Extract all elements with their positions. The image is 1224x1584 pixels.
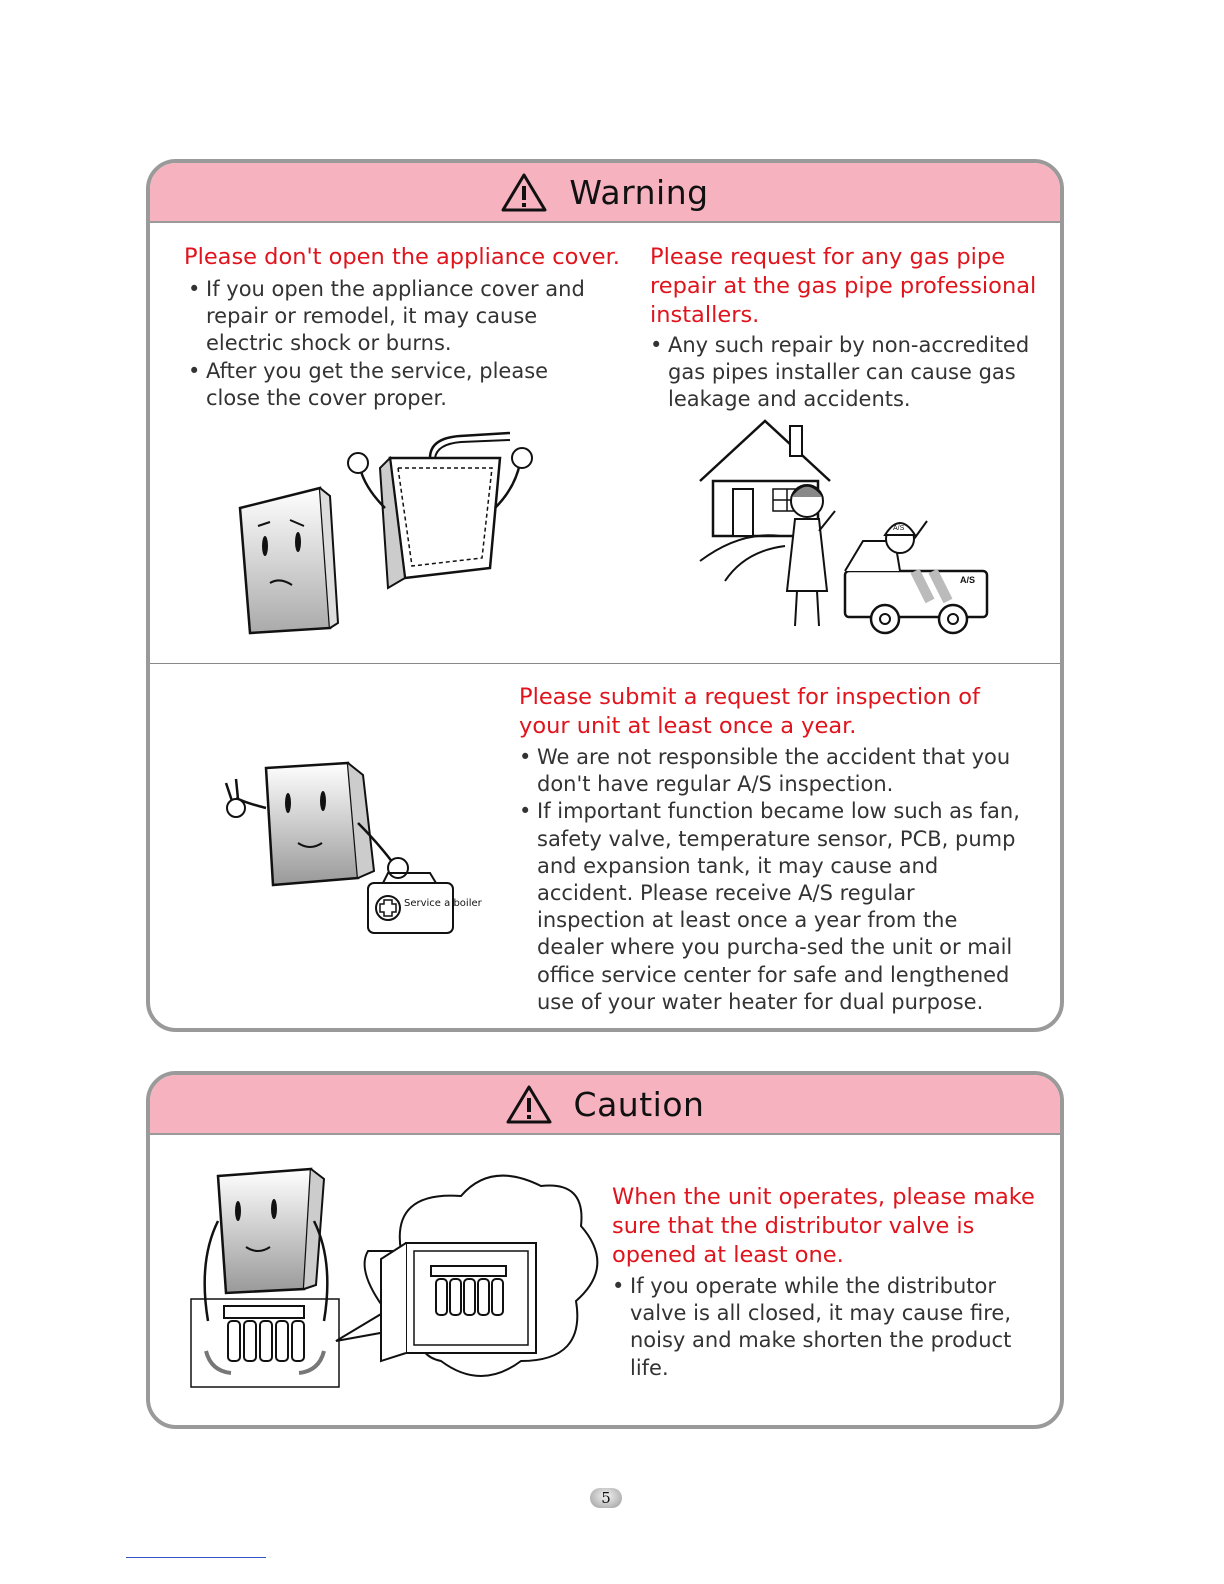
distributor-valve-section xyxy=(612,1183,1057,1382)
list-item: • We are not responsible the accident that you don't have regular A/S inspection. xyxy=(519,745,1011,797)
section-divider xyxy=(150,663,1060,664)
caution-panel xyxy=(146,1071,1064,1429)
list-item: • If you open the appliance cover and repair or remodel, it may cause electric shock or burns. xyxy=(188,277,585,356)
toolbox-label: Service a boiler xyxy=(404,898,482,909)
list-item: • If important function became low such as fan, safety valve, temperature sensor, PCB, pump and expansion tank, it may cause and accident. Please receive A/S regular inspection at least once a year from the dealer where you purcha-sed the unit or mail office service center for safe and lengthened use of your water heater for dual purpose. xyxy=(519,799,1020,1014)
distributor-valve-heading: When the unit operates, please make sure that the distributor valve is opened at least one. xyxy=(612,1184,1035,1268)
list-item: • Any such repair by non-accredited gas pipes installer can cause gas leakage and accidents. xyxy=(650,333,1030,412)
list-item: • After you get the service, please close the cover proper. xyxy=(188,358,549,410)
footer-rule xyxy=(126,1557,266,1558)
distributor-valve-illustration xyxy=(186,1161,586,1416)
inspection-heading: Please submit a request for inspection of your unit at least once a year. xyxy=(519,684,980,739)
gas-pipe-heading: Please request for any gas pipe repair at the gas pipe professional installers. xyxy=(650,244,1037,328)
truck-label: A/S xyxy=(960,575,976,585)
page-number-text: 5 xyxy=(601,1489,611,1507)
inspection-section xyxy=(519,683,1039,1016)
warning-title: Warning xyxy=(569,172,709,212)
caution-header xyxy=(150,1075,1060,1135)
service-boiler-illustration xyxy=(218,753,482,948)
warning-header xyxy=(150,163,1060,223)
gas-repair-illustration xyxy=(695,421,995,641)
appliance-cover-heading: Please don't open the appliance cover. xyxy=(184,244,620,270)
helmet-label: A/S xyxy=(893,525,905,532)
appliance-cover-section xyxy=(184,243,644,412)
warning-panel xyxy=(146,159,1064,1032)
gas-pipe-section xyxy=(650,243,1055,414)
list-item: • If you operate while the distributor valve is all closed, it may cause fire, noisy and make shorten the product life. xyxy=(612,1274,1012,1380)
caution-title: Caution xyxy=(573,1084,705,1124)
open-cover-illustration xyxy=(230,418,560,643)
page-number xyxy=(590,1488,622,1508)
caution-triangle-icon xyxy=(506,1084,552,1124)
warning-triangle-icon xyxy=(501,172,547,212)
